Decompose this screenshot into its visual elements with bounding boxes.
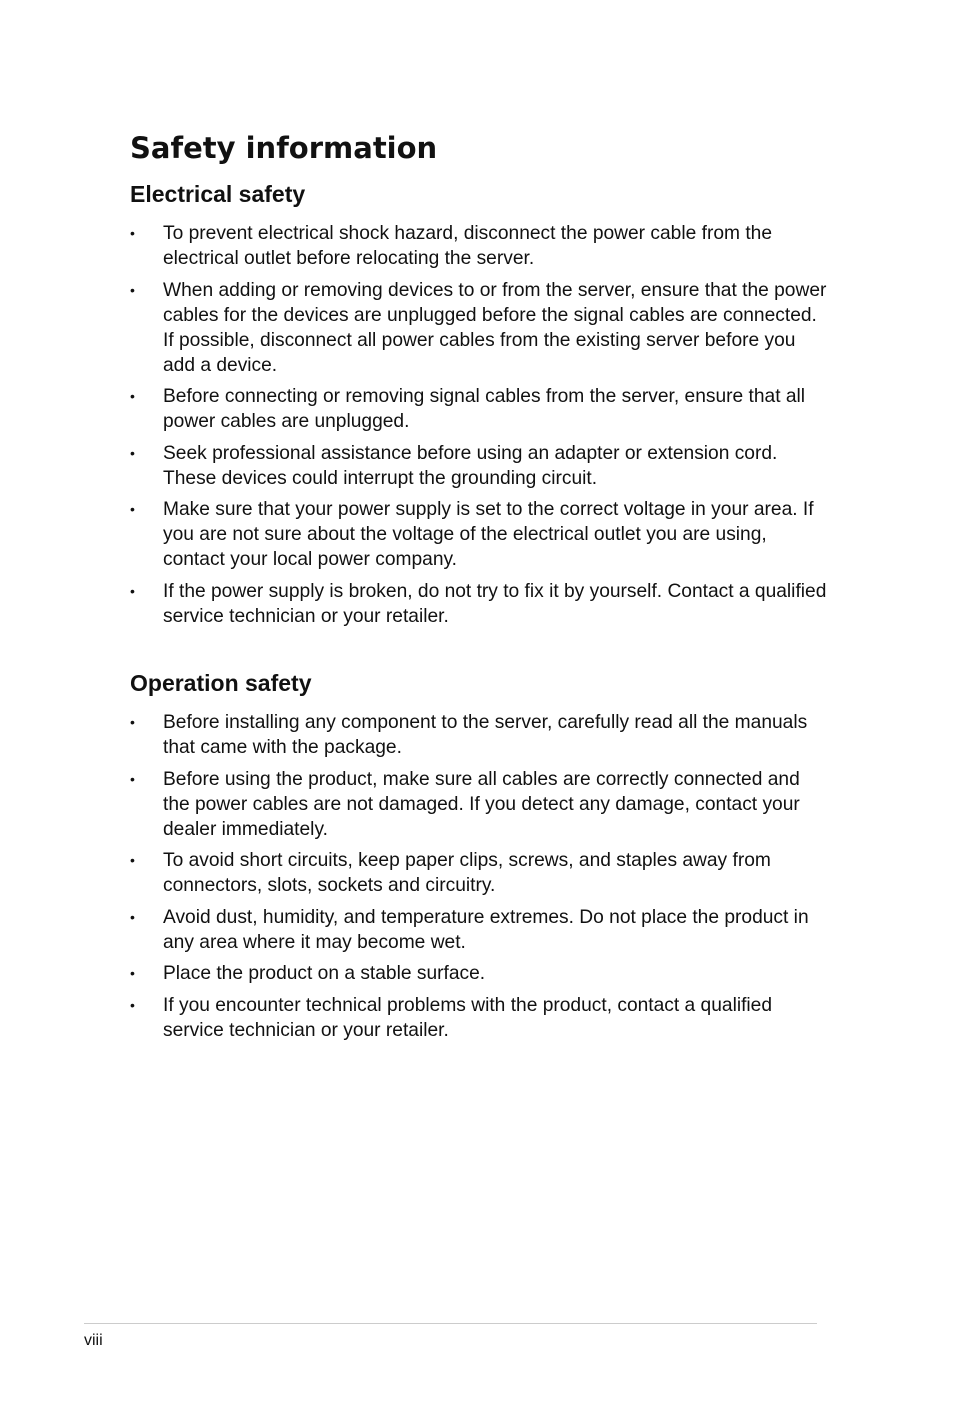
- section-heading-operation-safety: Operation safety: [130, 670, 312, 696]
- bullet-icon: •: [130, 582, 135, 599]
- list-item-text: To avoid short circuits, keep paper clips, screws, and staples away from connectors, slots, sockets and circuitry.: [163, 850, 771, 896]
- list-item-text: Seek professional assistance before using an adapter or extension cord. These devices could interrupt the grounding circuit.: [163, 442, 778, 489]
- bullet-icon: •: [130, 225, 135, 241]
- footer-divider: [84, 1323, 817, 1324]
- list-item-text: When adding or removing devices to or from the server, ensure that the power cables for the devices are unplugged before the signal cables are connected. If possible, disconnect all power cables from the existing server before you add a device.: [163, 279, 827, 376]
- list-item: [130, 579, 830, 629]
- bullet-icon: •: [130, 996, 135, 1013]
- list-item: [130, 441, 830, 491]
- page-title: Safety information: [130, 131, 438, 165]
- list-item-text: If you encounter technical problems with the product, contact a qualified service technician or your retailer.: [163, 994, 773, 1041]
- bullet-icon: •: [130, 501, 135, 517]
- list-item: [130, 497, 830, 572]
- list-item-text: Before connecting or removing signal cables from the server, ensure that all power cables are unplugged.: [163, 386, 806, 432]
- list-item-text: If the power supply is broken, do not try to fix it by yourself. Contact a qualified service technician or your retailer.: [163, 580, 827, 627]
- operation-safety-list: [130, 710, 830, 1049]
- list-item-text: Place the product on a stable surface.: [163, 963, 486, 984]
- bullet-icon: •: [130, 444, 135, 461]
- bullet-icon: •: [130, 908, 135, 925]
- page-number: viii: [84, 1332, 103, 1349]
- electrical-safety-list: [130, 221, 830, 635]
- list-item-text: Avoid dust, humidity, and temperature extremes. Do not place the product in any area where it may become wet.: [163, 906, 809, 953]
- bullet-icon: •: [130, 852, 135, 868]
- list-item: [130, 767, 830, 842]
- bullet-icon: •: [130, 965, 135, 981]
- bullet-icon: •: [130, 281, 135, 298]
- list-item-text: To prevent electrical shock hazard, disconnect the power cable from the electrical outlet before relocating the server.: [163, 223, 772, 269]
- list-item-text: Before installing any component to the server, carefully read all the manuals that came with the package.: [163, 712, 808, 758]
- list-item: [130, 221, 830, 271]
- list-item: [130, 384, 830, 434]
- list-item: [130, 710, 830, 760]
- list-item: [130, 961, 830, 986]
- bullet-icon: •: [130, 714, 135, 730]
- bullet-icon: •: [130, 770, 135, 787]
- list-item: [130, 905, 830, 955]
- list-item-text: Make sure that your power supply is set to the correct voltage in your area. If you are not sure about the voltage of the electrical outlet you are using, contact your local power company.: [163, 499, 814, 570]
- section-heading-electrical-safety: Electrical safety: [130, 181, 306, 207]
- bullet-icon: •: [130, 388, 135, 404]
- list-item: [130, 993, 830, 1043]
- list-item: [130, 848, 830, 898]
- list-item-text: Before using the product, make sure all cables are correctly connected and the power cables are not damaged. If you detect any damage, contact your dealer immediately.: [163, 768, 800, 840]
- list-item: [130, 278, 830, 378]
